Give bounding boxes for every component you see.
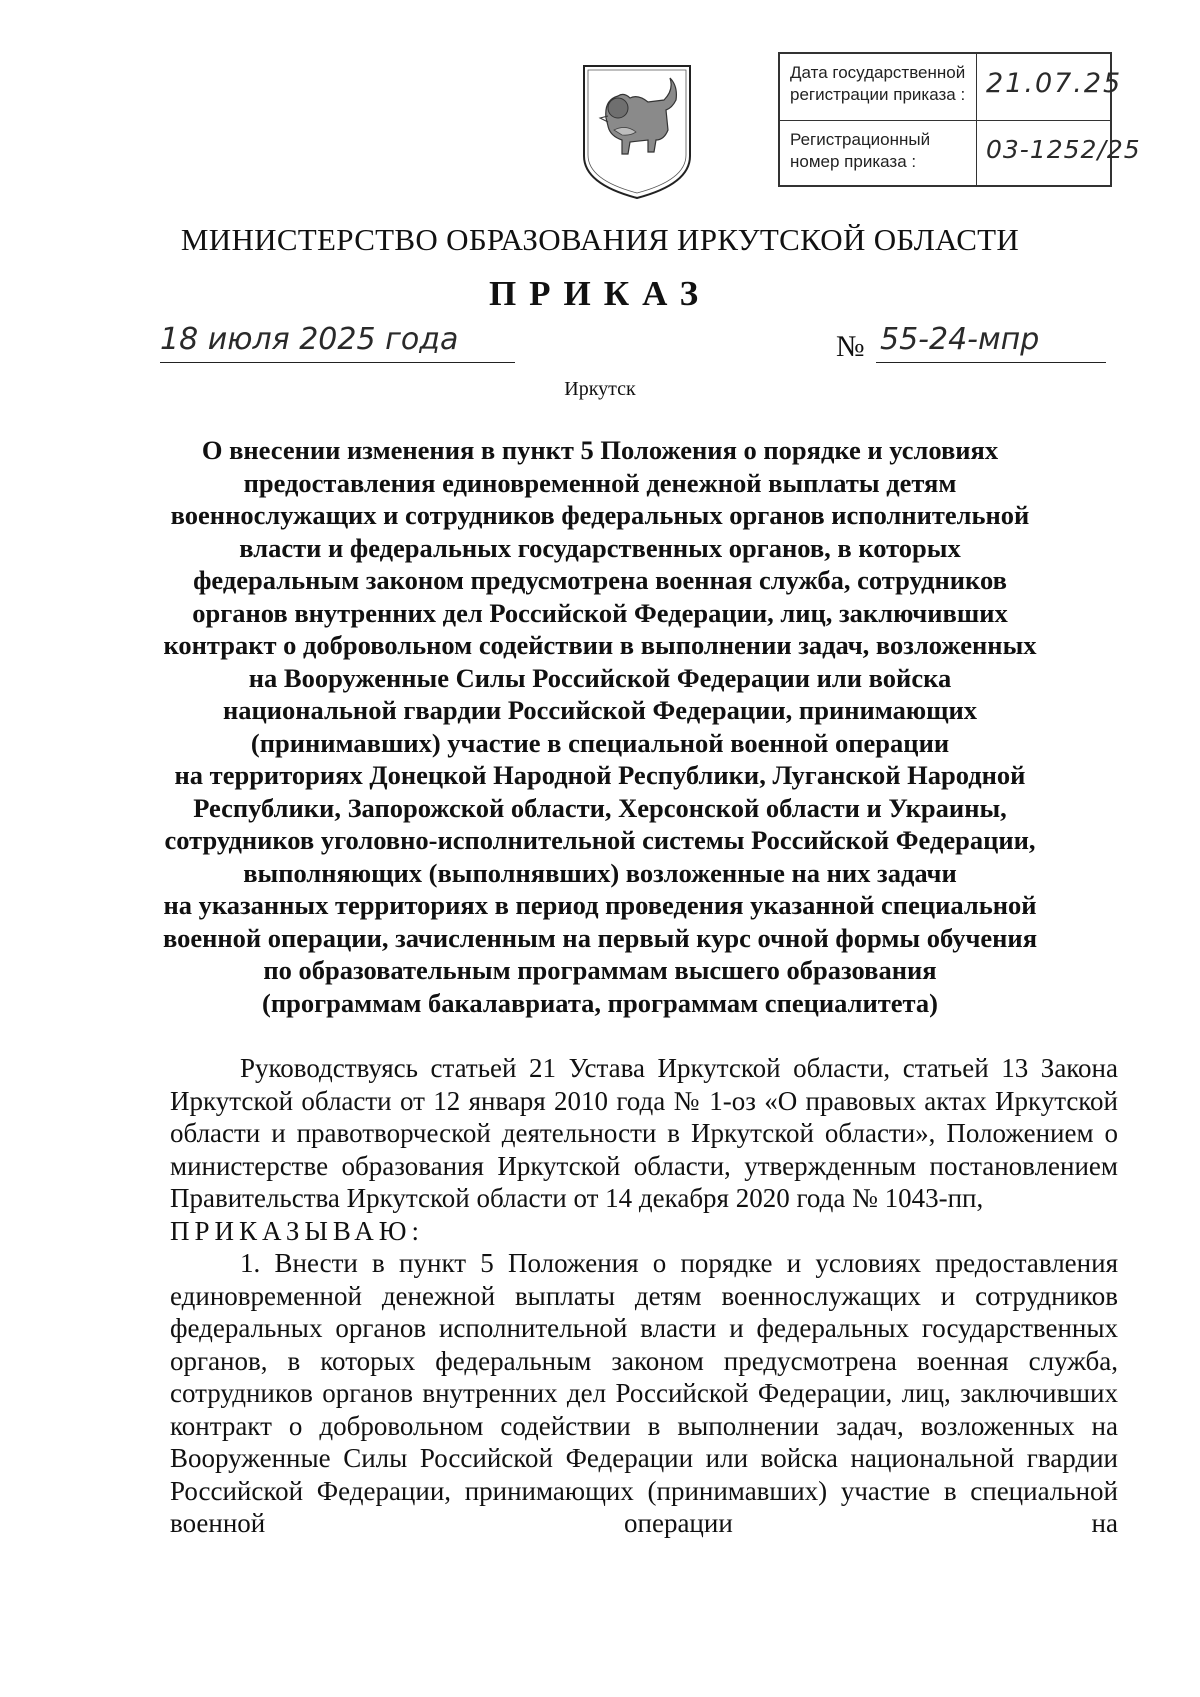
title-line: сотрудников уголовно-исполнительной системы Российской Федерации, <box>164 825 1036 855</box>
order-number-underline <box>876 362 1106 363</box>
order-number-handwritten: 55-24-мпр <box>880 322 1040 357</box>
title-line: военной операции, зачисленным на первый курс очной формы обучения <box>162 922 1038 953</box>
title-line: Республики, Запорожской области, Херсонской области и Украины, <box>193 792 1007 823</box>
document-type-heading: ПРИКАЗ <box>488 274 712 313</box>
title-line: военнослужащих и сотрудников федеральных органов исполнительной <box>170 500 1030 530</box>
title-line: органов внутренних дел Российской Федерации, лиц, заключивших <box>192 597 1008 628</box>
title-line: (принимавших) участие в специальной военной операции <box>250 727 950 758</box>
order-date-underline <box>160 362 515 363</box>
city-name: Иркутск <box>564 378 636 400</box>
order-number-prefix: № <box>836 330 865 363</box>
order-item-1: 1. Внести в пункт 5 Положения о порядке и условиях предоставления единовременной денежной выплаты детям военнослужащих и сотрудников федеральных органов исполнительной власти и федеральных государственных органов, в которых федеральным законом предусмотрена военная служба, сотрудников органов внутренних дел Российской Федерации, лиц, заключивших контракт о добровольном содействии в выполнении задач, возложенных на Вооруженные Силы Российской Федерации или войска национальной гвардии Российской Федерации, принимающих (принимавших) участие в специальной военной операции на <box>170 1248 1118 1538</box>
title-line: на указанных территориях в период проведения указанной специальной <box>163 890 1037 920</box>
stamp-number-value: 03-1252/25 <box>986 135 1141 164</box>
stamp-date-value: 21.07.25 <box>986 68 1123 99</box>
order-title <box>150 434 1050 1019</box>
stamp-date-row <box>780 54 1123 121</box>
title-line: власти и федеральных государственных органов, в которых <box>239 532 961 563</box>
stamp-number-row <box>780 121 1141 187</box>
order-directive-word: ПРИКАЗЫВАЮ: <box>170 1215 424 1246</box>
title-line: на Вооруженные Силы Российской Федерации или войска <box>248 662 952 693</box>
order-body <box>170 1052 1118 1540</box>
stamp-number-label: Регистрационный номер приказа : <box>790 130 931 171</box>
order-date-handwritten: 18 июля 2025 года <box>160 322 459 357</box>
title-line: О внесении изменения в пункт 5 Положения о порядке и условиях <box>201 435 999 465</box>
title-line: на территориях Донецкой Народной Республики, Луганской Народной <box>174 760 1026 790</box>
title-line: федеральным законом предусмотрена военная служба, сотрудников <box>193 565 1007 595</box>
registration-stamp <box>778 52 1141 187</box>
title-line: по образовательным программам высшего образования <box>263 955 937 985</box>
irkutsk-coat-of-arms-emblem <box>578 60 696 202</box>
title-line: выполняющих (выполнявших) возложенные на них задачи <box>243 857 957 888</box>
title-line: (программам бакалавриата, программам специалитета) <box>262 987 938 1018</box>
stamp-date-label: Дата государственной регистрации приказа : <box>790 63 966 104</box>
title-line: предоставления единовременной денежной выплаты детям <box>243 467 957 498</box>
preamble-paragraph: Руководствуясь статьей 21 Устава Иркутской области, статьей 13 Закона Иркутской области от 12 января 2010 года № 1-оз «О правовых актах Иркутской области и правотворческой деятельности в Иркутской области», Положением о министерстве образования Иркутской области, утвержденным постановлением Правительства Иркутской области от 14 декабря 2020 года № 1043-пп, <box>170 1053 1118 1213</box>
title-line: национальной гвардии Российской Федерации, принимающих <box>222 695 978 725</box>
title-line: контракт о добровольном содействии в выполнении задач, возложенных <box>163 630 1037 660</box>
ministry-name: МИНИСТЕРСТВО ОБРАЗОВАНИЯ ИРКУТСКОЙ ОБЛАСТИ <box>180 222 1020 257</box>
